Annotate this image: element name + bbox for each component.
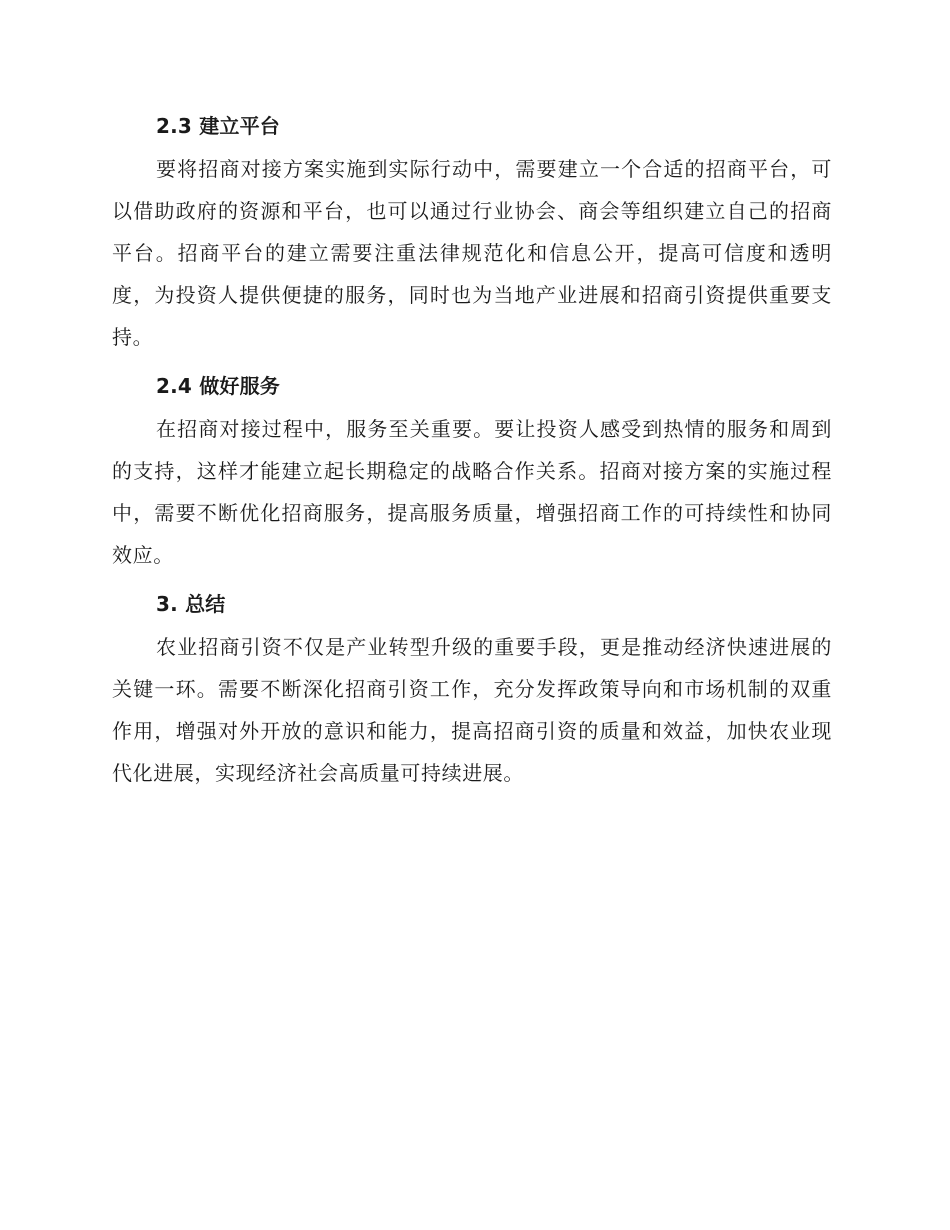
- section-heading: 2.3 建立平台: [156, 114, 280, 138]
- section-paragraph: 要将招商对接方案实施到实际行动中，需要建立一个合适的招商平台，可以借助政府的资源和平台，也可以通过行业协会、商会等组织建立自己的招商平台。招商平台的建立需要注重法律规范化和信息公开，提高可信度和透明度，为投资人提供便捷的服务，同时也为当地产业进展和招商引资提供重要支持。: [112, 157, 832, 349]
- section-3: [112, 586, 832, 794]
- section-2-3: [112, 108, 832, 358]
- section-heading: 3. 总结: [156, 592, 226, 616]
- section-heading: 2.4 做好服务: [156, 374, 280, 398]
- section-2-4: [112, 368, 832, 576]
- section-paragraph: 在招商对接过程中，服务至关重要。要让投资人感受到热情的服务和周到的支持，这样才能建立起长期稳定的战略合作关系。招商对接方案的实施过程中，需要不断优化招商服务，提高服务质量，增强招商工作的可持续性和协同效应。: [112, 417, 832, 567]
- document-body: [112, 108, 832, 804]
- section-paragraph: 农业招商引资不仅是产业转型升级的重要手段，更是推动经济快速进展的关键一环。需要不断深化招商引资工作，充分发挥政策导向和市场机制的双重作用，增强对外开放的意识和能力，提高招商引资的质量和效益，加快农业现代化进展，实现经济社会高质量可持续进展。: [112, 635, 832, 785]
